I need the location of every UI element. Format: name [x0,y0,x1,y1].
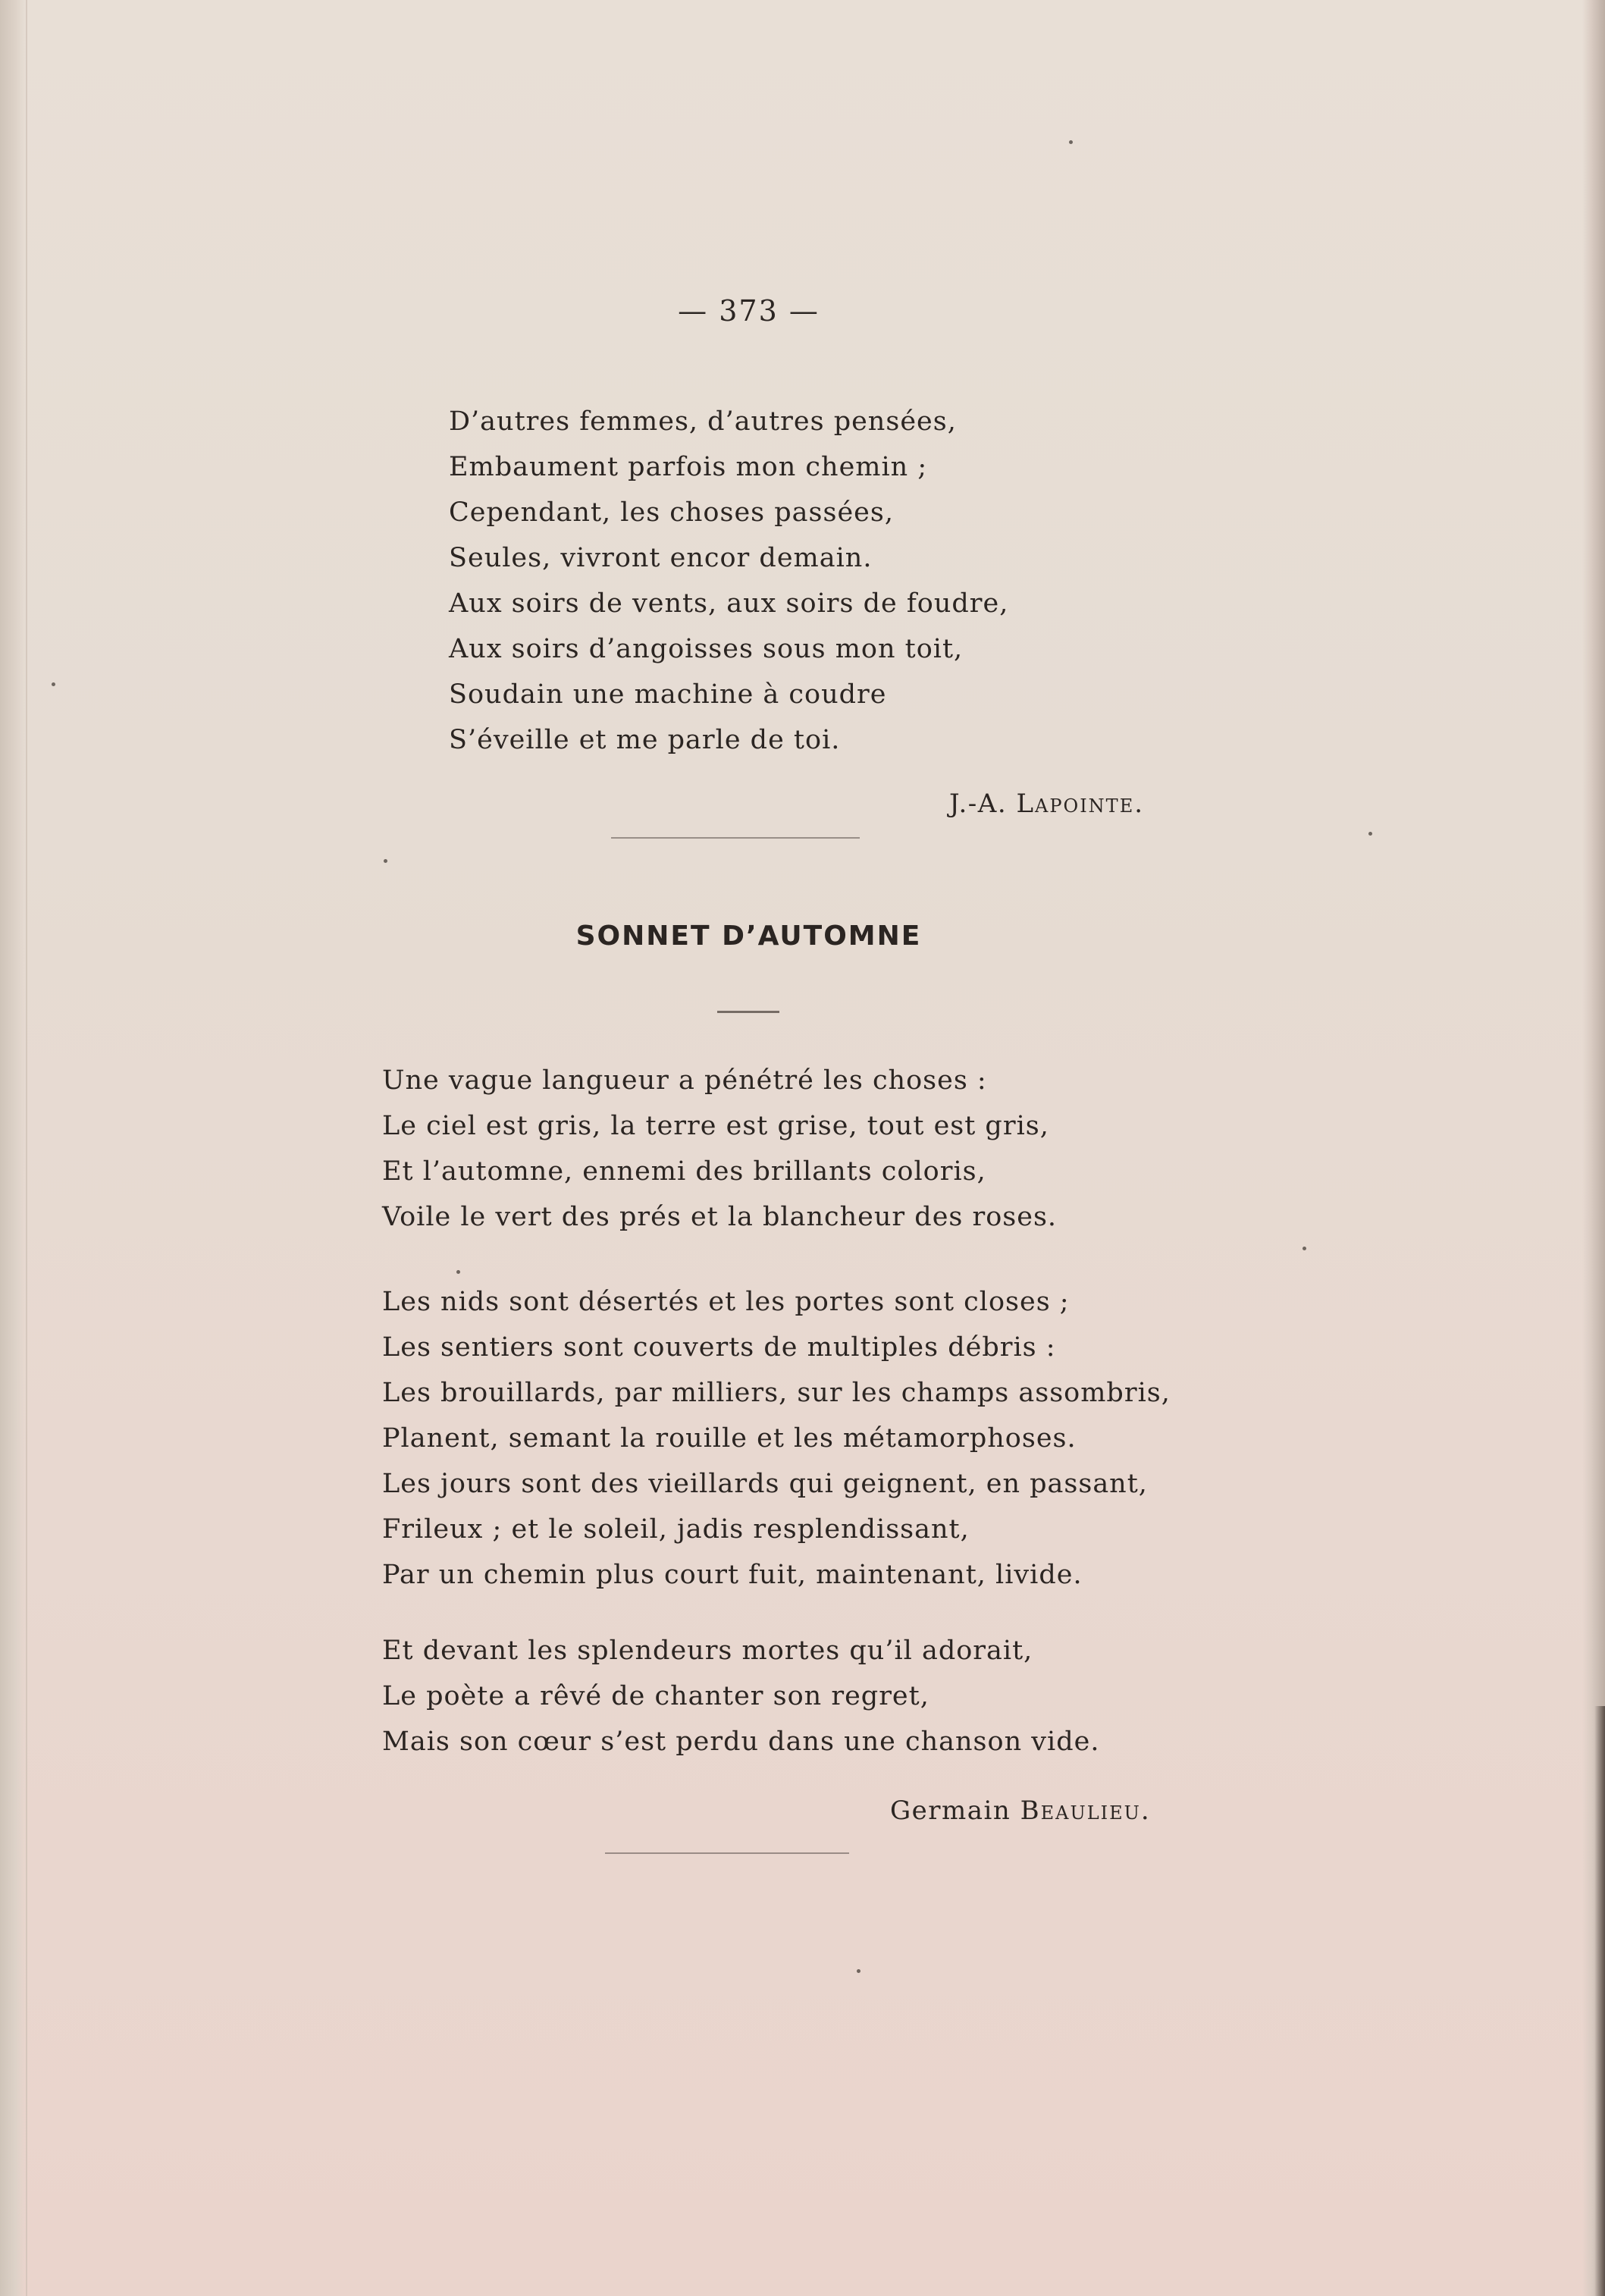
verse-line: Les sentiers sont couverts de multiples débris : [382,1332,1056,1363]
verse-line: Le ciel est gris, la terre est grise, tout est gris, [382,1111,1049,1141]
verse-line: Le poète a rêvé de chanter son regret, [382,1681,929,1711]
author-first-name: Germain [890,1796,1011,1826]
page-gutter [0,0,26,2296]
paper-speck [857,1969,860,1973]
paper-speck [1368,832,1372,836]
verse-line: Et l’automne, ennemi des brillants coloris, [382,1156,986,1187]
author-signature-beaulieu [890,1796,1151,1826]
paper-speck [384,859,387,863]
verse-line: Une vague langueur a pénétré les choses : [382,1065,987,1096]
verse-line: Planent, semant la rouille et les métamorphoses. [382,1423,1077,1454]
paper-speck [1302,1247,1306,1250]
author-initials: J.-A. [949,789,1008,819]
title-underline [717,1011,779,1013]
verse-line: S’éveille et me parle de toi. [449,725,841,755]
section-divider [611,837,860,839]
paper-speck [456,1270,460,1274]
verse-line: Les jours sont des vieillards qui geignent, en passant, [382,1469,1148,1499]
sonnet-tercet [382,1628,1099,1764]
page-edge-shadow [1594,1706,1605,2296]
verse-line: Les brouillards, par milliers, sur les champs assombris, [382,1378,1171,1408]
verse-line: Par un chemin plus court fuit, maintenant, livide. [382,1560,1083,1590]
sonnet-quatrain-1 [382,1058,1057,1240]
verse-line: Aux soirs de vents, aux soirs de foudre, [449,588,1009,619]
verse-line: Frileux ; et le soleil, jadis resplendissant, [382,1514,970,1545]
poem-lapointe [449,399,1008,763]
author-signature-lapointe [949,789,1144,819]
verse-line: D’autres femmes, d’autres pensées, [449,406,957,437]
page-fold-line [26,0,27,2296]
author-surname: Beaulieu. [1020,1796,1151,1826]
section-divider [605,1852,849,1854]
verse-line: Aux soirs d’angoisses sous mon toit, [449,634,964,664]
verse-line: Mais son cœur s’est perdu dans une chanson vide. [382,1727,1100,1757]
paper-speck [52,682,55,686]
verse-line: Embaument parfois mon chemin ; [449,452,928,482]
verse-line: Cependant, les choses passées, [449,497,894,528]
verse-line: Seules, vivront encor demain. [449,543,873,573]
paper-speck [1069,140,1073,144]
verse-line: Et devant les splendeurs mortes qu’il adorait, [382,1636,1033,1666]
author-surname: Lapointe. [1016,789,1145,819]
sonnet-stanza-2 [382,1279,1171,1598]
verse-line: Les nids sont désertés et les portes sont closes ; [382,1287,1070,1317]
verse-line: Soudain une machine à coudre [449,679,887,710]
poem-title: SONNET D’AUTOMNE [575,921,922,952]
verse-line: Voile le vert des prés et la blancheur des roses. [382,1202,1058,1232]
page-number: — 373 — [678,294,820,328]
